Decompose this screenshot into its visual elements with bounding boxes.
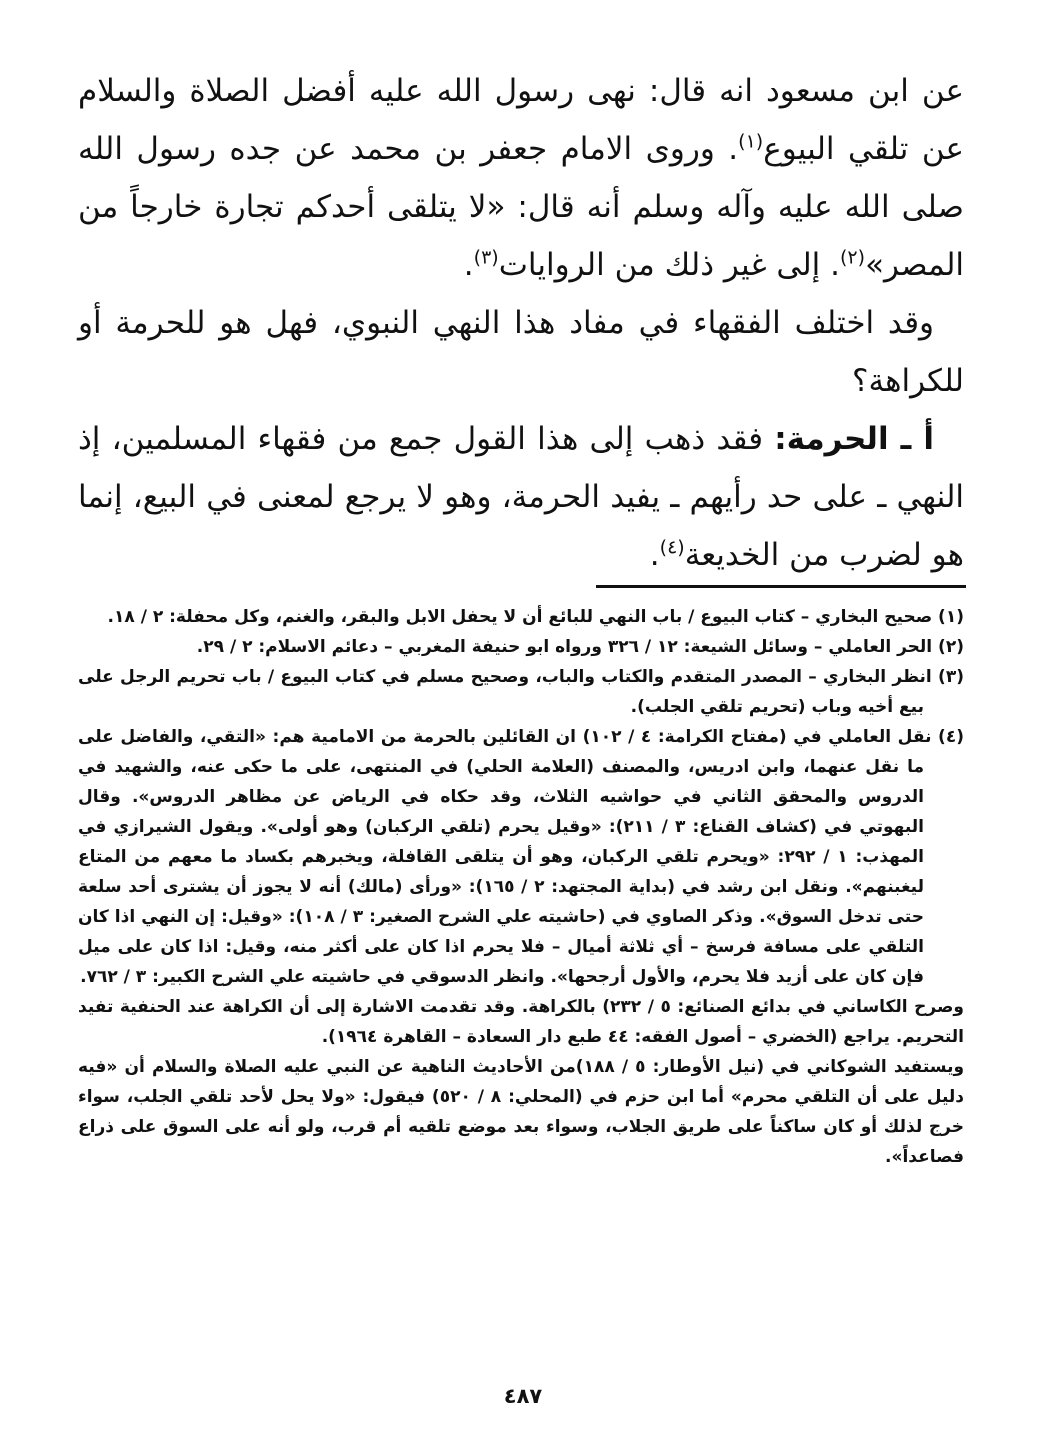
footnote-ref-2[interactable]: (٢) (840, 246, 866, 269)
footnote-1: (١) صحيح البخاري – كتاب البيوع / باب النهي للبائع أن لا يحفل الابل والبقر، والغنم، وكل محفلة: ٢ / ١٨. (107, 607, 964, 627)
footnote-4: (٤) نقل العاملي في (مفتاح الكرامة: ٤ / ١٠٢) ان القائلين بالحرمة من الامامية هم: «التقي، والفاضل على ما نقل عنهما، وابن ادريس، والمصنف (العلامة الحلي) في المنتهى، على ما حكى عنه، والشهيد في الدروس والمحقق الثاني في حواشيه الثلاث، وقد حكاه في الرياض عن مظاهر الدروس». وقال البهوتي في (كشاف القناع: ٣ / ٢١١): «وقيل يحرم (تلقي الركبان) وهو أولى». ويقول الشيرازي في المهذب: ١ / ٢٩٢: «ويحرم تلقي الركبان، وهو أن يتلقى القافلة، ويخبرهم بكساد ما معهم من المتاع ليغبنهم». ونقل ابن رشد في (بداية المجتهد: ٢ / ١٦٥): «ورأى (مالك) أنه لا يجوز أن يشترى أحد سلعة حتى تدخل السوق». وذكر الصاوي في (حاشيته علي الشرح الصغير: ٣ / ١٠٨): «وقيل: إن النهي اذا كان التلقي على مسافة فرسخ – أي ثلاثة أميال – فلا يحرم اذا كان على أكثر منه، وقيل: اذا كان على ميل فإن كان على أزيد فلا يحرم، والأول أرجحها». وانظر الدسوقي في حاشيته علي الشرح الكبير: ٣ / ٧٦٢. (78, 727, 965, 987)
paragraph-1: عن ابن مسعود انه قال: نهى رسول الله عليه أفضل الصلاة والسلام عن تلقي البيوع$^{(١)}$. وروى الامام جعفر بن محمد عن جده رسول الله صلى الله عليه وآله وسلم أنه قال: «لا يتلقى أحدكم تجارة خارجاً من المصر»$^{(٢)}$. إلى غير ذلك من الروايات$^{(٣)}$. (78, 73, 964, 283)
footnotes (78, 602, 964, 1172)
footnote-ref-1[interactable]: (١) (738, 130, 764, 153)
paragraph-3: أ ـ الحرمة: فقد ذهب إلى هذا القول جمع من فقهاء المسلمين، إذ النهي ـ على حد رأيهم ـ يفيد الحرمة، وهو لا يرجع لمعنى في البيع، إنما هو لضرب من الخديعة$^{(٤)}$. (78, 421, 964, 573)
footnote-ref-3[interactable]: (٣) (473, 246, 499, 269)
page-number: ٤٨٧ (503, 1384, 543, 1408)
main-text (78, 62, 964, 584)
footnote-4-continued-2: ويستفيد الشوكاني في (نيل الأوطار: ٥ / ١٨٨)من الأحاديث الناهية عن النبي عليه الصلاة والسلام أن «فيه دليل على أن التلقي محرم» أما ابن حزم في (المحلي: ٨ / ٥٢٠) فيقول: «ولا يحل لأحد تلقي الجلب، سواء خرج لذلك أو كان ساكناً على طريق الجلاب، وسواء بعد موضع تلقيه أم قرب، ولو أنه على السوق على ذراع فصاعداً». (78, 1057, 965, 1167)
footnote-2: (٢) الحر العاملي – وسائل الشيعة: ١٢ / ٣٢٦ ورواه ابو حنيفة المغربي – دعائم الاسلام: ٢ / ٢٩. (196, 637, 964, 657)
section-term: أ ـ الحرمة: (774, 421, 935, 457)
footnote-ref-4[interactable]: (٤) (659, 536, 685, 559)
footnote-separator (596, 585, 966, 588)
footnote-4-continued: وصرح الكاساني في بدائع الصنائع: ٥ / ٢٣٢) بالكراهة. وقد تقدمت الاشارة إلى أن الكراهة عند الحنفية تفيد التحريم. يراجع (الخضري – أصول الفقه: ٤٤ طبع دار السعادة – القاهرة ١٩٦٤). (78, 997, 964, 1047)
footnote-3: (٣) انظر البخاري – المصدر المتقدم والكتاب والباب، وصحيح مسلم في كتاب البيوع / باب تحريم الرجل على بيع أخيه وباب (تحريم تلقي الجلب). (78, 667, 964, 717)
paragraph-2: وقد اختلف الفقهاء في مفاد هذا النهي النبوي، فهل هو للحرمة أو للكراهة؟ (78, 305, 964, 399)
